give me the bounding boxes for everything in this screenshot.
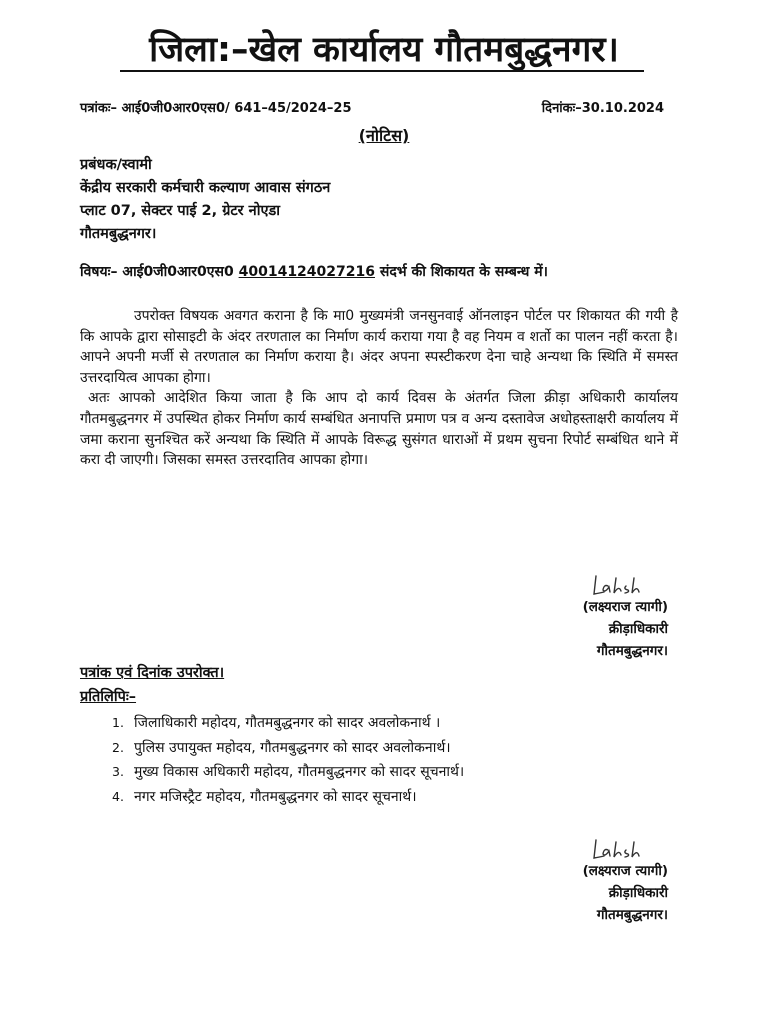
recipient-line: प्लाट 07, सेक्टर पाई 2, ग्रेटर नोएडा (80, 203, 280, 219)
copy-reference: पत्रांक एवं दिनांक उपरोक्त। (80, 665, 225, 681)
signatory-name: (लक्ष्यराज त्यागी) (582, 863, 668, 879)
body-paragraph: अतः आपको आदेशित किया जाता है कि आप दो कार्य दिवस के अंतर्गत जिला क्रीड़ा अधिकारी कार्यालय गौतमबुद्धनगर में उपस्थित होकर निर्माण कार्य सम्बंधित अनापत्ति प्रमाण पत्र व अन्य दस्तावेज अधोहस्ताक्षरी कार्यालय में जमा कराना सुनश्चित करें अन्यथा कि स्थिति में आपके विरूद्ध सुसंगत धाराओं में प्रथम सुचना रिपोर्ट सम्बंधित थाने में करा दी जाएगी। जिसका समस्त उत्तरदातिव आपका होगा। (80, 390, 678, 469)
letter-date: दिनांकः–30.10.2024 (541, 101, 664, 116)
recipient-line: गौतमबुद्धनगर। (80, 226, 157, 242)
signatory-place: गौतमबुद्धनगर। (596, 907, 668, 923)
list-item: 3. मुख्य विकास अधिकारी महोदय, गौतमबुद्धनगर को सादर सूचनार्थ। (112, 764, 465, 780)
notice-label: (नोटिस) (358, 126, 410, 145)
signatory-place: गौतमबुद्धनगर। (596, 643, 668, 659)
subject-line (80, 262, 548, 281)
subject-suffix: संदर्भ की शिकायत के सम्बन्ध में। (379, 264, 548, 280)
signatory-designation: क्रीड़ाधिकारी (608, 621, 668, 637)
reference-number: पत्रांकः– आई0जी0आर0एस0/ 641–45/2024–25 (80, 101, 352, 116)
copy-title: प्रतिलिपिः– (80, 689, 137, 705)
title-underline (120, 70, 644, 72)
recipient-line: प्रबंधक/स्वामी (80, 157, 152, 173)
body-paragraph: उपरोक्त विषयक अवगत कराना है कि मा0 मुख्यमंत्री जनसुनवाई ऑनलाइन पोर्टल पर शिकायत की गयी है कि आपके द्वारा सोसाइटी के अंदर तरणताल का निर्माण कार्य कराया गया है वह नियम व शर्तो का पालन नहीं करता है। आपने अपनी मर्जी से तरणताल का निर्माण कराया है। अंदर अपना स्पस्टीकरण देना चाहे अन्यथा कि स्थिति में समस्त उत्तरदायित्व आपका होगा। (80, 308, 678, 386)
list-item: 2. पुलिस उपायुक्त महोदय, गौतमबुद्धनगर को सादर अवलोकनार्थ। (112, 739, 451, 756)
signatory-name: (लक्ष्यराज त्यागी) (582, 599, 668, 615)
notice-body (80, 306, 678, 471)
recipient-line: केंद्रीय सरकारी कर्मचारी कल्याण आवास संगठन (80, 180, 331, 196)
copy-list (112, 711, 464, 809)
list-item: 4. नगर मजिस्ट्रैट महोदय, गौतमबुद्धनगर को सादर सूचनार्थ। (112, 788, 417, 805)
signature-block (583, 596, 668, 662)
subject-prefix: विषयः– आई0जी0आर0एस0 (80, 264, 234, 280)
signature-block (583, 860, 668, 926)
office-title: जिला:–खेल कार्यालय गौतमबुद्धनगर। (149, 30, 619, 70)
signatory-designation: क्रीड़ाधिकारी (608, 885, 668, 901)
recipient-address (80, 154, 330, 246)
complaint-number: 40014124027216 (238, 264, 375, 280)
list-item: 1. जिलाधिकारी महोदय, गौतमबुद्धनगर को सादर अवलोकनार्थ । (112, 715, 441, 731)
